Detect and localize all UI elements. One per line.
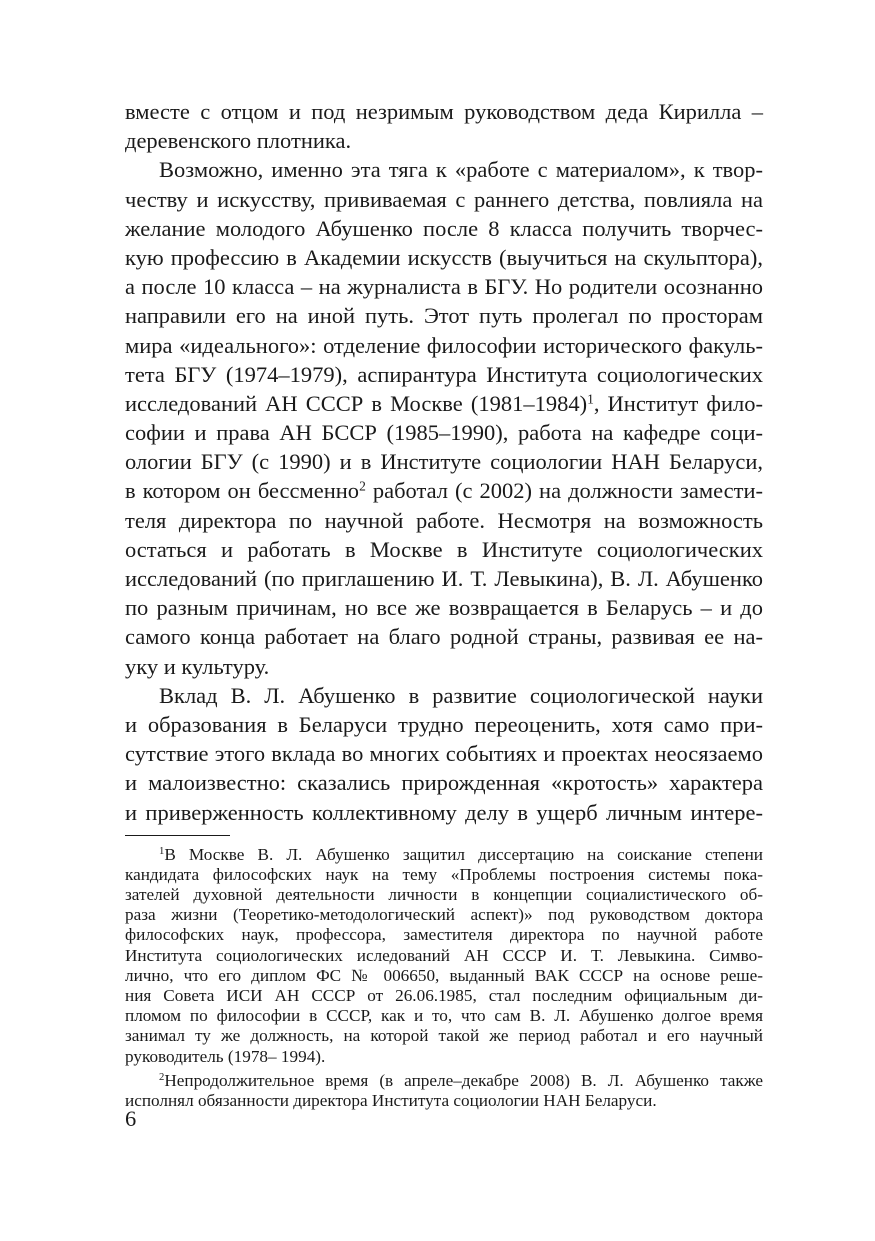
footnote-line: пломом по философии в СССР, как и то, что сам В. Л. Абушенко долгое время (125, 1006, 763, 1026)
text-line: и приверженность коллективному делу в ущерб личным интере- (125, 799, 763, 825)
text-line: кую профессию в Академии искусств (выучиться на скульптора), (125, 244, 763, 270)
footnote-line: кандидата философских наук на тему «Проблемы построения системы пока- (125, 864, 763, 884)
footnote-text: Непродолжительное время (в апреле–декабре 2008) В. Л. Абушенко также (164, 1070, 763, 1090)
footnote-line: лично, что его диплом ФС № 006650, выданный ВАК СССР на основе реше- (125, 965, 763, 985)
text-line: мира «идеального»: отделение философии исторического факуль- (125, 332, 763, 358)
text-line: а после 10 класса – на журналиста в БГУ. Но родители осознанно (125, 274, 763, 300)
footnote-line (125, 845, 763, 865)
footnotes (125, 845, 763, 1111)
page-body (125, 97, 763, 1111)
text-line: остаться и работать в Москве в Институте социологических (125, 536, 763, 562)
footnote-divider (125, 835, 230, 836)
text-line (125, 389, 763, 418)
footnote-text: В Москве В. Л. Абушенко защитил диссертацию на соискание степени (164, 844, 763, 864)
footnote-line: занимал ту же должность, на которой такой же период работал и его научный (125, 1026, 763, 1046)
text-line: желание молодого Абушенко после 8 класса получить творчес- (125, 215, 763, 241)
footnote-1 (125, 845, 763, 1067)
footnote-ref-1[interactable]: 1 (587, 391, 594, 407)
text-line: и образования в Беларуси трудно переоценить, хотя само при- (125, 711, 763, 737)
text-line: уку и культуру. (125, 653, 270, 679)
footnote-line (125, 1071, 763, 1091)
footnote-line: раза жизни (Теоретико-методологический аспект)» под руководством доктора (125, 905, 763, 925)
text-fragment: исследований АН СССР в Москве (1981–1984) (125, 390, 588, 416)
text-line: софии и права АН БССР (1985–1990), работа на кафедре соци- (125, 420, 763, 446)
footnote-mark-1: 1 (159, 845, 165, 857)
main-text (125, 97, 763, 827)
text-fragment: в котором он бессменно (125, 478, 360, 504)
footnote-line: философских наук, профессора, заместителя директора по научной работе (125, 925, 763, 945)
text-fragment: , Институт фило- (593, 390, 763, 416)
text-line: по разным причинам, но все же возвращается в Беларусь – и до (125, 595, 763, 621)
text-line: исследований (по приглашению И. Т. Левыкина), В. Л. Абушенко (125, 566, 763, 591)
text-line: и малоизвестно: сказались прирожденная «кротость» характера (125, 770, 763, 796)
footnote-line: зателей духовной деятельности личности в концепции социалистического об- (125, 885, 763, 905)
page-number: 6 (125, 1106, 137, 1131)
footnote-line: руководитель (1978– 1994). (125, 1046, 326, 1066)
text-line (125, 476, 763, 505)
footnote-line: исполнял обязанности директора Института социологии НАН Беларуси. (125, 1090, 657, 1110)
text-line: вместе с отцом и под незримым руководством деда Кирилла – (125, 99, 763, 124)
text-line: ологии БГУ (с 1990) и в Институте социологии НАН Беларуси, (125, 449, 763, 475)
text-line: теля директора по научной работе. Несмотря на возможность (125, 507, 763, 533)
text-line: самого конца работает на благо родной страны, развивая ее на- (125, 624, 763, 650)
text-line: деревенского плотника. (125, 128, 352, 154)
footnote-line: ния Совета ИСИ АН СССР от 26.06.1985, стал последним официальным ди- (125, 986, 763, 1005)
footnote-ref-2[interactable]: 2 (359, 479, 366, 495)
footnote-line: Института социологических иследований АН СССР И. Т. Левыкина. Симво- (125, 945, 763, 965)
text-line: честву и искусству, прививаемая с раннего детства, повлияла на (125, 186, 763, 212)
text-line: тета БГУ (1974–1979), аспирантура Института социологических (125, 361, 763, 387)
text-line: сутствие этого вклада во многих событиях и проектах неосязаемо (125, 741, 763, 767)
footnote-2 (125, 1071, 763, 1111)
footnote-mark-2: 2 (159, 1071, 165, 1083)
text-line: Возможно, именно эта тяга к «работе с материалом», к твор- (159, 157, 763, 183)
text-fragment: работал (с 2002) на должности замести- (365, 478, 764, 504)
text-line: направили его на иной путь. Этот путь пролегал по просторам (125, 303, 763, 329)
text-line: Вклад В. Л. Абушенко в развитие социологической науки (159, 682, 763, 708)
